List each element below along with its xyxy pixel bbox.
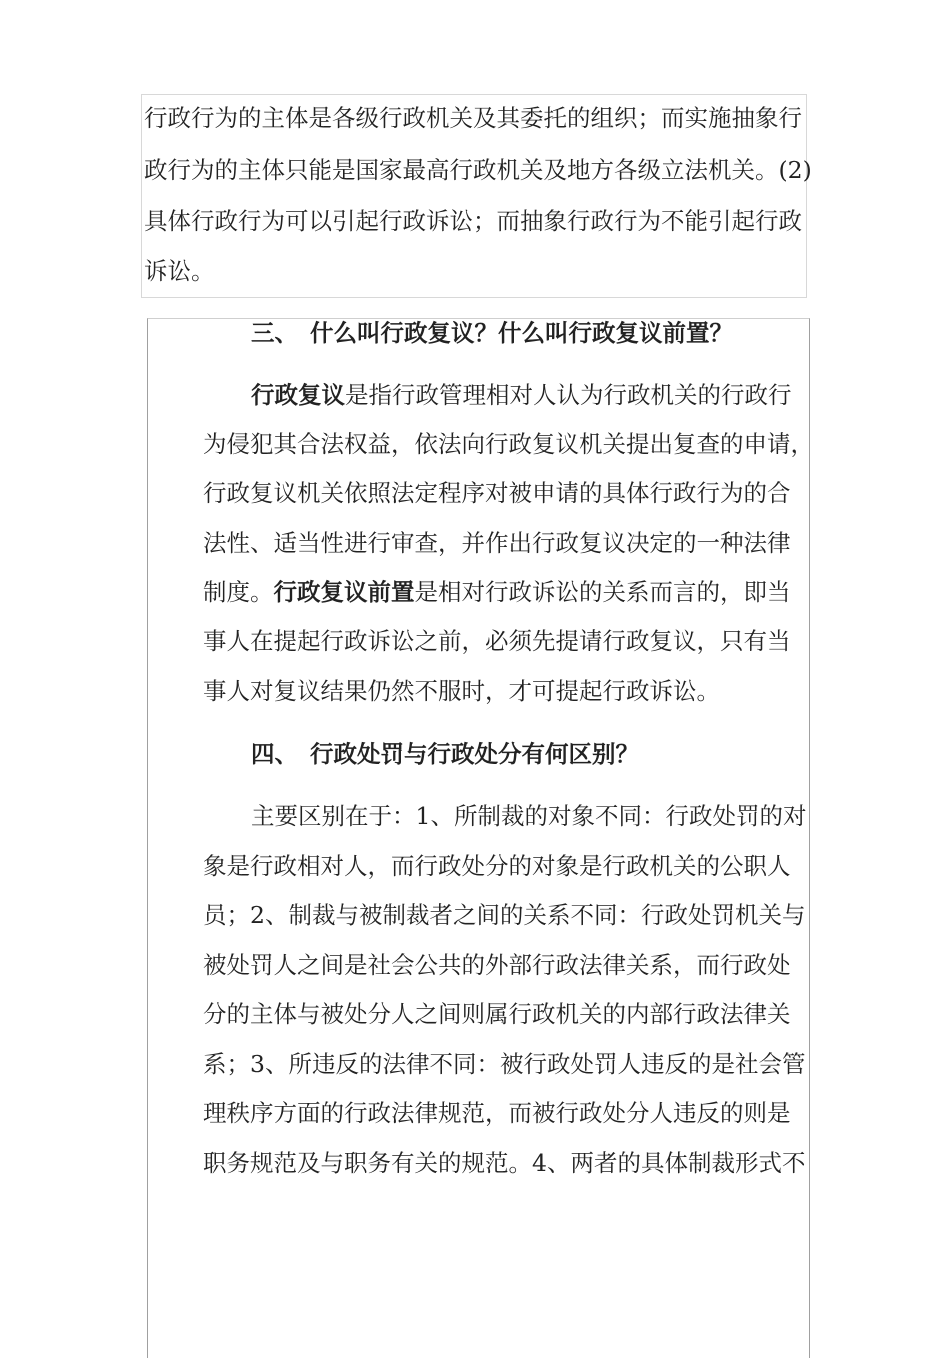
paragraph-line: 理秩序方面的行政法律规范，而被行政处分人违反的则是	[203, 1099, 791, 1127]
paragraph-line: 事人对复议结果仍然不服时，才可提起行政诉讼。	[203, 677, 720, 705]
paragraph-line: 主要区别在于：1、所制裁的对象不同：行政处罚的对	[251, 802, 807, 830]
paragraph-line: 行政复议是指行政管理相对人认为行政机关的行政行	[251, 381, 792, 409]
paragraph-line: 系；3、所违反的法律不同：被行政处罚人违反的是社会管	[203, 1050, 806, 1078]
paragraph-line: 被处罚人之间是社会公共的外部行政法律关系，而行政处	[203, 951, 791, 979]
section-heading: 什么叫行政复议？什么叫行政复议前置？	[310, 319, 733, 347]
paragraph-line: 职务规范及与职务有关的规范。4、两者的具体制裁形式不	[203, 1149, 806, 1177]
paragraph-line: 员；2、制裁与被制裁者之间的关系不同：行政处罚机关与	[203, 901, 806, 929]
paragraph-line: 行政复议机关依照法定程序对被申请的具体行政行为的合	[203, 479, 791, 507]
paragraph-line: 分的主体与被处分人之间则属行政机关的内部行政法律关	[203, 1000, 791, 1028]
section-heading-number: 四、	[251, 740, 298, 768]
paragraph-line: 为侵犯其合法权益，依法向行政复议机关提出复查的申请，	[203, 430, 814, 458]
paragraph-line: 事人在提起行政诉讼之前，必须先提请行政复议，只有当	[203, 627, 791, 655]
section-heading: 行政处罚与行政处分有何区别？	[310, 740, 639, 768]
paragraph-line: 诉讼。	[144, 257, 215, 285]
section-heading-number: 三、	[251, 319, 298, 347]
paragraph-line: 象是行政相对人，而行政处分的对象是行政机关的公职人	[203, 852, 791, 880]
paragraph-line: 具体行政行为可以引起行政诉讼；而抽象行政行为不能引起行政	[144, 207, 802, 235]
term-bold: 行政复议前置	[273, 578, 415, 606]
paragraph-line: 政行为的主体只能是国家最高行政机关及地方各级立法机关。(2)	[144, 156, 812, 184]
paragraph-line: 法性、适当性进行审查，并作出行政复议决定的一种法律	[203, 529, 791, 557]
main-section-box	[147, 318, 810, 1358]
paragraph-line: 行政行为的主体是各级行政机关及其委托的组织；而实施抽象行	[144, 104, 802, 132]
term-bold: 行政复议	[251, 381, 345, 409]
paragraph-line: 制度。行政复议前置是相对行政诉讼的关系而言的，即当	[203, 578, 791, 606]
